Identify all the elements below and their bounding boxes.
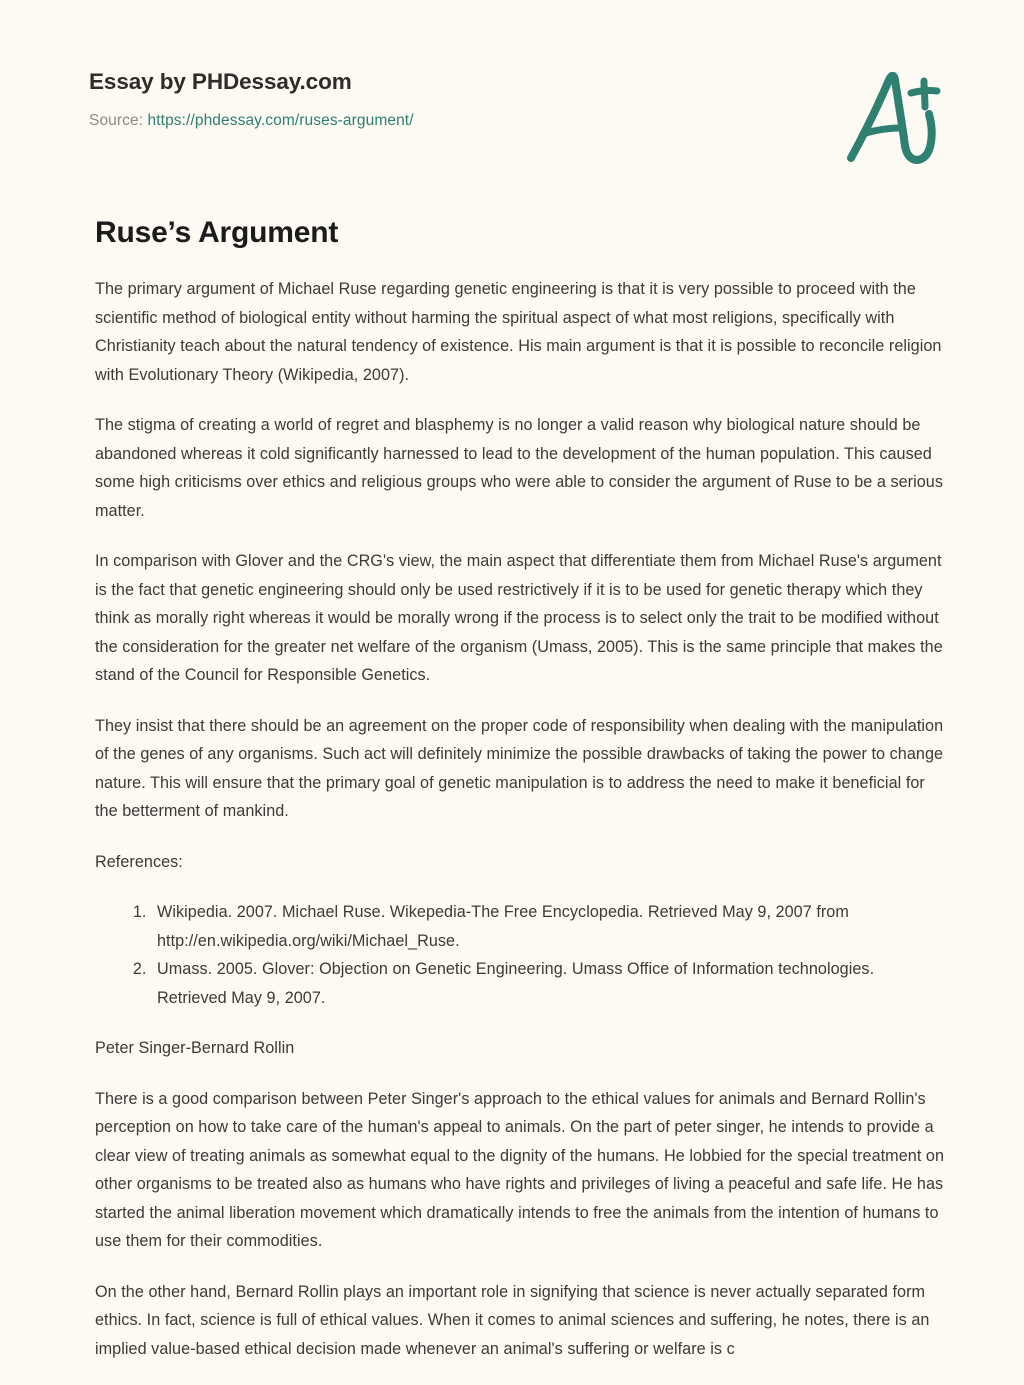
references-list: [95, 898, 946, 1012]
paragraph: The primary argument of Michael Ruse regarding genetic engineering is that it is very possible to proceed with the scientific method of biological entity without harming the spiritual aspect of what most religions, specifically with Christianity teach about the natural tendency of existence. His main argument is that it is possible to reconcile religion with Evolutionary Theory (Wikipedia, 2007).: [95, 280, 942, 384]
paragraph: There is a good comparison between Peter Singer's approach to the ethical values for animals and Bernard Rollin's perception on how to take care of the human's appeal to animals. On the part of peter singer, he intends to provide a clear view of treating animals as somewhat equal to the dignity of the humans. He lobbied for the special treatment on other organisms to be treated also as humans who have rights and privileges of living a peaceful and safe life. He has started the animal liberation movement which dramatically intends to free the animals from the intention of humans to use them for their commodities.: [95, 1089, 945, 1250]
references-heading: References:: [95, 852, 183, 871]
paragraph: In comparison with Glover and the CRG's view, the main aspect that differentiate them from Michael Ruse's argument is the fact that genetic engineering should only be used restrictively if it is to be used for genetic therapy which they think as morally right whereas it would be morally wrong if the process is to select only the trait to be modified without the consideration for the greater net welfare of the organism (Umass, 2005). This is the same principle that makes the stand of the Council for Responsible Genetics.: [95, 552, 943, 684]
page-title: Ruse’s Argument: [95, 216, 339, 249]
paragraph: The stigma of creating a world of regret and blasphemy is no longer a valid reason why biological nature should be abandoned whereas it cold significantly harnessed to lead to the development of the human population. This caused some high criticisms over ethics and religious groups who were able to consider the argument of Ruse to be a serious matter.: [95, 416, 943, 520]
list-item: 1. Wikipedia. 2007. Michael Ruse. Wikepedia-The Free Encyclopedia. Retrieved May 9, 2007 from http://en.wikipedia.org/wiki/Michael_Ruse.: [151, 898, 946, 955]
list-item: 2. Umass. 2005. Glover: Objection on Genetic Engineering. Umass Office of Information technologies. Retrieved May 9, 2007.: [151, 955, 946, 1012]
aplus-logo-icon: [839, 62, 949, 172]
source-line: [89, 111, 944, 131]
brand-title: Essay by PHDessay.com: [89, 69, 352, 94]
article: [0, 190, 1024, 1385]
paragraph: On the other hand, Bernard Rollin plays an important role in signifying that science is never actually separated form ethics. In fact, science is full of ethical values. When it comes to animal sciences and suffering, he notes, there is an implied value-based ethical decision made whenever an animal's suffering or welfare is c: [95, 1282, 930, 1358]
section-subheading: Peter Singer-Bernard Rollin: [95, 1039, 295, 1057]
source-url-link[interactable]: https://phdessay.com/ruses-argument/: [147, 112, 414, 130]
article-body: [95, 275, 946, 1363]
source-label: Source:: [89, 112, 144, 130]
paragraph: They insist that there should be an agreement on the proper code of responsibility when dealing with the manipulation of the genes of any organisms. Such act will definitely minimize the possible drawbacks of taking the power to change nature. This will ensure that the primary goal of genetic manipulation is to address the need to make it beneficial for the betterment of mankind.: [95, 716, 944, 820]
brand-block: [89, 68, 944, 131]
